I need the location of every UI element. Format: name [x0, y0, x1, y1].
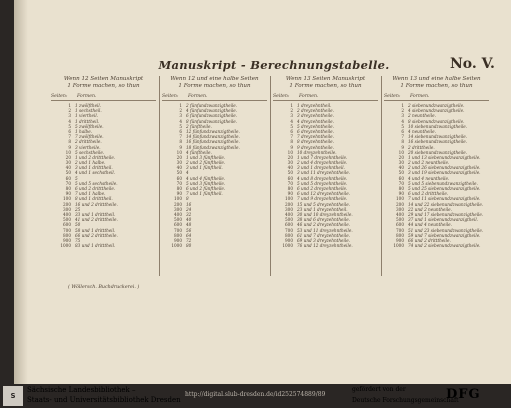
seiten-value: 1: [179, 103, 182, 108]
column-header-line1: Wenn 12 Seiten Manuskript: [63, 76, 144, 82]
formen-value: 4 neuntheile.: [408, 128, 436, 134]
formen-value: 2 dritttheile.: [408, 144, 435, 150]
formen-value: 1 und 13 siebenundzwanzigtheile.: [408, 154, 481, 160]
seiten-value: 90: [287, 191, 293, 197]
formen-value: 2 und 26 siebenundzwanzigtheile.: [408, 165, 481, 171]
column-header-line2: 1 Forme machen, so thun: [178, 83, 251, 89]
seiten-value: 300: [285, 206, 293, 212]
formen-value: 4 und 4 fünftheile.: [186, 175, 226, 181]
formen-value: 37 und 1 siebenundzwanzigtheil.: [408, 217, 479, 223]
table-row: [273, 243, 378, 248]
column-subheader: [162, 94, 267, 101]
formen-value: 76 und 12 dreyzehntheile.: [297, 243, 353, 249]
formen-value: 4 und 4 neuntheile.: [408, 175, 450, 181]
seiten-value: 2: [179, 108, 182, 114]
formen-value: 2 und 2 neuntheile.: [408, 160, 450, 166]
seiten-value: 80: [398, 186, 404, 191]
formen-value: 6 dreyzehntheile.: [297, 128, 334, 134]
formen-value: 15 und 5 dreyzehntheile.: [297, 201, 351, 207]
seiten-value: 8: [290, 139, 293, 145]
seiten-value: 80: [287, 186, 293, 191]
table-column-4: [384, 76, 489, 248]
column-header-line1: Wenn 12 und eine halbe Seiten: [170, 76, 259, 82]
formen-value: 1 halbe.: [75, 128, 93, 134]
formen-value: 10 siebenundzwanzigtheile.: [408, 123, 468, 129]
formen-value: 5 und 5 siebenundzwanzigtheile.: [408, 180, 478, 186]
formen-value: 2 neuntheile.: [408, 113, 436, 119]
seiten-value: 4: [290, 118, 293, 124]
formen-value: 2 fünftheile.: [186, 123, 212, 129]
seiten-label: Seiten:: [162, 94, 179, 99]
seiten-value: 700: [63, 227, 71, 233]
formen-value: 72: [186, 237, 192, 243]
formen-value: 2 fünfundzwanzigtheile.: [186, 103, 238, 108]
seiten-value: 9: [68, 144, 71, 150]
formen-value: 16 und 2 dritttheile.: [75, 201, 118, 207]
seiten-value: 100: [63, 196, 71, 202]
column-divider: [270, 76, 271, 276]
formen-value: 23 und 1 dreyzehntheil.: [297, 206, 348, 212]
seiten-value: 200: [396, 201, 404, 207]
seiten-value: 90: [176, 191, 182, 197]
formen-value: 10 dreyzehntheile.: [297, 149, 337, 155]
seiten-value: 600: [396, 222, 404, 228]
formen-label: Formen.: [410, 94, 430, 99]
dfg-logo: DFG: [446, 387, 481, 402]
seiten-value: 2: [401, 108, 404, 114]
formen-value: 53 und 11 dreyzehntheile.: [297, 227, 353, 233]
seiten-value: 10: [287, 149, 293, 155]
seiten-value: 700: [285, 227, 293, 233]
seiten-value: 500: [174, 217, 182, 223]
seiten-value: 600: [63, 222, 71, 228]
column-header-line2: 1 Forme machen, so thun: [67, 83, 140, 89]
formen-value: 6 fünfundzwanzigtheile.: [186, 113, 238, 119]
formen-label: Formen.: [299, 94, 319, 99]
seiten-value: 20: [176, 154, 182, 160]
seiten-value: 50: [287, 170, 293, 176]
seiten-value: 600: [174, 222, 182, 228]
seiten-value: 2: [68, 108, 71, 114]
formen-value: 8: [186, 196, 189, 202]
dfg-funding-line1: gefördert von der: [352, 386, 406, 393]
table-column-3: [273, 76, 378, 248]
seiten-label: Seiten:: [51, 94, 68, 99]
formen-value: 7 und 9 dreyzehntheile.: [297, 196, 348, 202]
formen-value: 6 und 2 fünftheile.: [186, 186, 226, 191]
formen-value: 46 und 2 dreyzehntheile.: [297, 222, 351, 228]
seiten-value: 300: [174, 206, 182, 212]
slub-logo-icon: S: [3, 386, 23, 406]
seiten-value: 60: [287, 175, 293, 181]
formen-value: 16: [186, 201, 192, 207]
seiten-value: 4: [401, 118, 404, 124]
formen-value: 4 fünftheile.: [186, 149, 212, 155]
formen-value: 74 und 2 siebenundzwanzigtheile.: [408, 243, 481, 249]
formen-value: 6 und 2 dritttheile.: [75, 186, 116, 191]
seiten-value: 100: [174, 196, 182, 202]
seiten-value: 3: [290, 113, 293, 119]
seiten-value: 30: [398, 160, 404, 166]
seiten-value: 2: [290, 108, 293, 114]
seiten-value: 1000: [282, 243, 293, 249]
column-header-line1: Wenn 13 und eine halbe Seiten: [392, 76, 481, 82]
formen-value: 29 und 17 siebenundzwanzigtheile.: [408, 211, 484, 217]
seiten-value: 9: [290, 144, 293, 150]
formen-value: 8 fünfundzwanzigtheile.: [186, 118, 238, 124]
document-title: Manuskript - Berechnungstabelle.: [158, 58, 390, 72]
seiten-value: 900: [396, 237, 404, 243]
formen-value: 83 und 1 dritttheil.: [75, 243, 116, 249]
formen-value: 69 und 3 dreyzehntheile.: [297, 237, 351, 243]
formen-value: 22 und 2 neuntheile.: [408, 206, 452, 212]
seiten-value: 900: [174, 237, 182, 243]
seiten-value: 70: [176, 180, 182, 186]
table-rows: [273, 103, 378, 248]
seiten-value: 400: [285, 211, 293, 217]
formen-value: 80: [186, 243, 192, 249]
formen-value: 2 dritttheile.: [75, 139, 102, 145]
formen-value: 3 und 1 fünftheil.: [186, 165, 223, 171]
seiten-value: 300: [63, 206, 71, 212]
formen-value: 5 und 5 sechstheile.: [75, 180, 118, 186]
formen-value: 3 und 1 dreyzehntheil.: [297, 165, 345, 171]
formen-value: 9 dreyzehntheile.: [297, 144, 334, 150]
seiten-value: 300: [396, 206, 404, 212]
seiten-value: 70: [398, 180, 404, 186]
seiten-value: 900: [63, 237, 71, 243]
column-header-line2: 1 Forme machen, so thun: [400, 83, 473, 89]
seiten-value: 4: [68, 118, 71, 124]
table-number: No. V.: [450, 56, 495, 72]
seiten-value: 1000: [393, 243, 404, 249]
formen-value: 58 und 1 dritttheil.: [75, 227, 116, 233]
seiten-value: 400: [174, 211, 182, 217]
seiten-value: 7: [401, 134, 404, 140]
formen-value: 44 und 4 neuntheile.: [408, 222, 452, 228]
seiten-value: 5: [68, 123, 71, 129]
formen-value: 1 und 3 fünftheile.: [186, 154, 226, 160]
seiten-value: 50: [176, 170, 182, 176]
formen-value: 25: [75, 206, 81, 212]
seiten-value: 60: [65, 175, 71, 181]
formen-label: Formen.: [77, 94, 97, 99]
table-column-2: [162, 76, 267, 248]
column-divider: [381, 76, 382, 276]
formen-value: 1 zwölftheil.: [75, 103, 102, 108]
printer-note: ( Wöllersch. Buchdruckerei. ): [68, 285, 140, 290]
table-rows: [384, 103, 489, 248]
formen-value: 4 siebenundzwanzigtheile.: [408, 108, 465, 114]
formen-value: 33 und 1 dritttheil.: [75, 211, 116, 217]
formen-value: 75: [75, 237, 81, 243]
seiten-value: 100: [396, 196, 404, 202]
formen-value: 16 fünfundzwanzigtheile.: [186, 139, 240, 145]
formen-value: 12 fünfundzwanzigtheile.: [186, 128, 240, 134]
formen-value: 38 und 6 dreyzehntheile.: [297, 217, 351, 223]
formen-value: 14 siebenundzwanzigtheile.: [408, 134, 468, 140]
seiten-value: 1: [68, 103, 71, 108]
seiten-value: 3: [401, 113, 404, 119]
formen-value: 1 sechstheil.: [75, 108, 102, 114]
seiten-value: 10: [176, 149, 182, 155]
formen-value: 2 dreyzehntheile.: [297, 108, 334, 114]
seiten-value: 700: [174, 227, 182, 233]
seiten-value: 1: [401, 103, 404, 108]
formen-value: 66 und 2 dritttheile.: [75, 232, 118, 238]
seiten-value: 4: [179, 118, 182, 124]
scanned-page: [14, 0, 511, 384]
formen-value: 5 und 5 dreyzehntheile.: [297, 180, 348, 186]
seiten-value: 70: [65, 180, 71, 186]
table-row: [51, 243, 156, 248]
table-rows: [51, 103, 156, 248]
formen-value: 4: [186, 170, 189, 176]
formen-value: 5 und 25 siebenundzwanzigtheile.: [408, 186, 481, 191]
seiten-value: 90: [65, 191, 71, 197]
column-header-line2: 1 Forme machen, so thun: [289, 83, 362, 89]
formen-value: 7 dreyzehntheile.: [297, 134, 334, 140]
column-header-line1: Wenn 13 Seiten Manuskript: [285, 76, 366, 82]
formen-value: 5: [75, 175, 78, 181]
formen-value: 50: [75, 222, 81, 228]
seiten-value: 8: [179, 139, 182, 145]
seiten-value: 90: [398, 191, 404, 197]
seiten-value: 5: [401, 123, 404, 129]
seiten-value: 7: [68, 134, 71, 140]
seiten-value: 100: [285, 196, 293, 202]
seiten-value: 800: [63, 232, 71, 238]
formen-value: 51 und 23 siebenundzwanzigtheile.: [408, 227, 484, 233]
formen-value: 66 und 2 dritttheile.: [408, 237, 451, 243]
seiten-value: 70: [287, 180, 293, 186]
library-name-line2: Staats- und Universitätsbibliothek Dresden: [27, 396, 181, 404]
seiten-value: 9: [179, 144, 182, 150]
seiten-value: 800: [396, 232, 404, 238]
library-name-line1: Sächsische Landesbibliothek –: [27, 386, 136, 394]
formen-value: 8 und 1 dritttheil.: [75, 196, 113, 202]
seiten-value: 20: [398, 154, 404, 160]
seiten-value: 20: [287, 154, 293, 160]
formen-value: 41 und 2 dritttheile.: [75, 217, 118, 223]
seiten-value: 10: [65, 149, 71, 155]
seiten-value: 7: [290, 134, 293, 140]
seiten-value: 700: [396, 227, 404, 233]
formen-value: 3 und 11 dreyzehntheile.: [297, 170, 351, 176]
seiten-value: 900: [285, 237, 293, 243]
formen-value: 1 viertheil.: [75, 113, 99, 119]
formen-label: Formen.: [188, 94, 208, 99]
formen-value: 6 und 2 dreyzehntheile.: [297, 186, 348, 191]
formen-value: 40: [186, 217, 192, 223]
seiten-value: 1000: [171, 243, 182, 249]
seiten-value: 500: [63, 217, 71, 223]
seiten-value: 6: [68, 128, 71, 134]
column-divider: [159, 76, 160, 276]
seiten-value: 8: [401, 139, 404, 145]
seiten-value: 500: [285, 217, 293, 223]
seiten-value: 6: [290, 128, 293, 134]
formen-value: 2 und 4 dreyzehntheile.: [297, 160, 348, 166]
formen-value: 6 und 12 dreyzehntheile.: [297, 191, 351, 197]
formen-value: 4 dreyzehntheile.: [297, 118, 334, 124]
seiten-value: 200: [285, 201, 293, 207]
formen-value: 1 dreyzehntheil.: [297, 103, 332, 108]
table-row: [384, 243, 489, 248]
formen-value: 64: [186, 232, 192, 238]
formen-value: 5 sechstheile.: [75, 149, 105, 155]
seiten-value: 6: [401, 128, 404, 134]
formen-value: 56: [186, 227, 192, 233]
formen-value: 61 und 7 dreyzehntheile.: [297, 232, 351, 238]
formen-value: 7 und 1 halbe.: [75, 191, 106, 197]
seiten-value: 40: [398, 165, 404, 171]
seiten-value: 400: [396, 211, 404, 217]
formen-value: 48: [186, 222, 192, 228]
seiten-value: 30: [65, 160, 71, 166]
seiten-value: 1000: [60, 243, 71, 249]
seiten-value: 400: [63, 211, 71, 217]
column-subheader: [273, 94, 378, 101]
table-rows: [162, 103, 267, 248]
formen-value: 4 und 8 dreyzehntheile.: [297, 175, 348, 181]
formen-value: 4 und 1 sechstheil.: [75, 170, 116, 176]
seiten-value: 200: [63, 201, 71, 207]
formen-value: 14 fünfundzwanzigtheile.: [186, 134, 240, 140]
column-subheader: [51, 94, 156, 101]
seiten-value: 6: [179, 128, 182, 134]
table-column-1: [51, 76, 156, 248]
dfg-funding-line2: Deutsche Forschungsgemeinschaft: [352, 397, 459, 404]
formen-value: 1 und 7 dreyzehntheile.: [297, 154, 348, 160]
formen-value: 3 viertheile.: [75, 144, 101, 150]
formen-value: 59 und 7 siebenundzwanzigtheile.: [408, 232, 481, 238]
formen-value: 20 siebenundzwanzigtheile.: [408, 149, 468, 155]
formen-value: 7 und 1 fünftheil.: [186, 191, 223, 197]
formen-value: 8 siebenundzwanzigtheile.: [408, 118, 465, 124]
formen-value: 7 und 11 siebenundzwanzigtheile.: [408, 196, 481, 202]
seiten-value: 40: [287, 165, 293, 171]
seiten-value: 5: [179, 123, 182, 129]
seiten-label: Seiten:: [384, 94, 401, 99]
seiten-value: 60: [176, 175, 182, 181]
seiten-value: 5: [290, 123, 293, 129]
seiten-value: 80: [176, 186, 182, 191]
formen-value: 2 und 1 halbe.: [75, 160, 106, 166]
seiten-value: 9: [401, 144, 404, 150]
column-subheader: [384, 94, 489, 101]
seiten-value: 80: [65, 186, 71, 191]
formen-value: 30 und 10 dreyzehntheile.: [297, 211, 353, 217]
seiten-value: 500: [396, 217, 404, 223]
seiten-value: 200: [174, 201, 182, 207]
seiten-label: Seiten:: [273, 94, 290, 99]
seiten-value: 10: [398, 149, 404, 155]
formen-value: 5 dreyzehntheile.: [297, 123, 334, 129]
seiten-value: 1: [290, 103, 293, 108]
table-row: [162, 243, 267, 248]
seiten-value: 800: [285, 232, 293, 238]
seiten-value: 8: [68, 139, 71, 145]
formen-value: 32: [186, 211, 192, 217]
formen-value: 16 siebenundzwanzigtheile.: [408, 139, 468, 145]
seiten-value: 7: [179, 134, 182, 140]
formen-value: 5 zwölftheile.: [75, 123, 104, 129]
seiten-value: 50: [398, 170, 404, 176]
seiten-value: 20: [65, 154, 71, 160]
seiten-value: 50: [65, 170, 71, 176]
seiten-value: 3: [179, 113, 182, 119]
seiten-value: 800: [174, 232, 182, 238]
seiten-value: 30: [287, 160, 293, 166]
seiten-value: 30: [176, 160, 182, 166]
formen-value: 1 und 2 dritttheile.: [75, 154, 116, 160]
seiten-value: 60: [398, 175, 404, 181]
permalink-url[interactable]: http://digital.slub-dresden.de/id252574889/89: [185, 391, 326, 398]
formen-value: 2 und 2 fünftheile.: [186, 160, 226, 166]
formen-value: 24: [186, 206, 192, 212]
formen-value: 3 dreyzehntheile.: [297, 113, 334, 119]
formen-value: 4 fünfundzwanzigtheile.: [186, 108, 238, 114]
formen-value: 2 siebenundzwanzigtheile.: [408, 103, 465, 108]
seiten-value: 40: [65, 165, 71, 171]
formen-value: 14 und 22 siebenundzwanzigtheile.: [408, 201, 484, 207]
formen-value: 18 fünfundzwanzigtheile.: [186, 144, 240, 150]
seiten-value: 3: [68, 113, 71, 119]
formen-value: 3 und 19 siebenundzwanzigtheile.: [408, 170, 481, 176]
formen-value: 6 und 2 dritttheile.: [408, 191, 449, 197]
formen-value: 1 dritttheil.: [75, 118, 100, 124]
seiten-value: 40: [176, 165, 182, 171]
formen-value: 7 zwölftheile.: [75, 134, 104, 140]
seiten-value: 600: [285, 222, 293, 228]
formen-value: 3 und 1 dritttheil.: [75, 165, 113, 171]
formen-value: 8 dreyzehntheile.: [297, 139, 334, 145]
formen-value: 5 und 3 fünftheile.: [186, 180, 226, 186]
